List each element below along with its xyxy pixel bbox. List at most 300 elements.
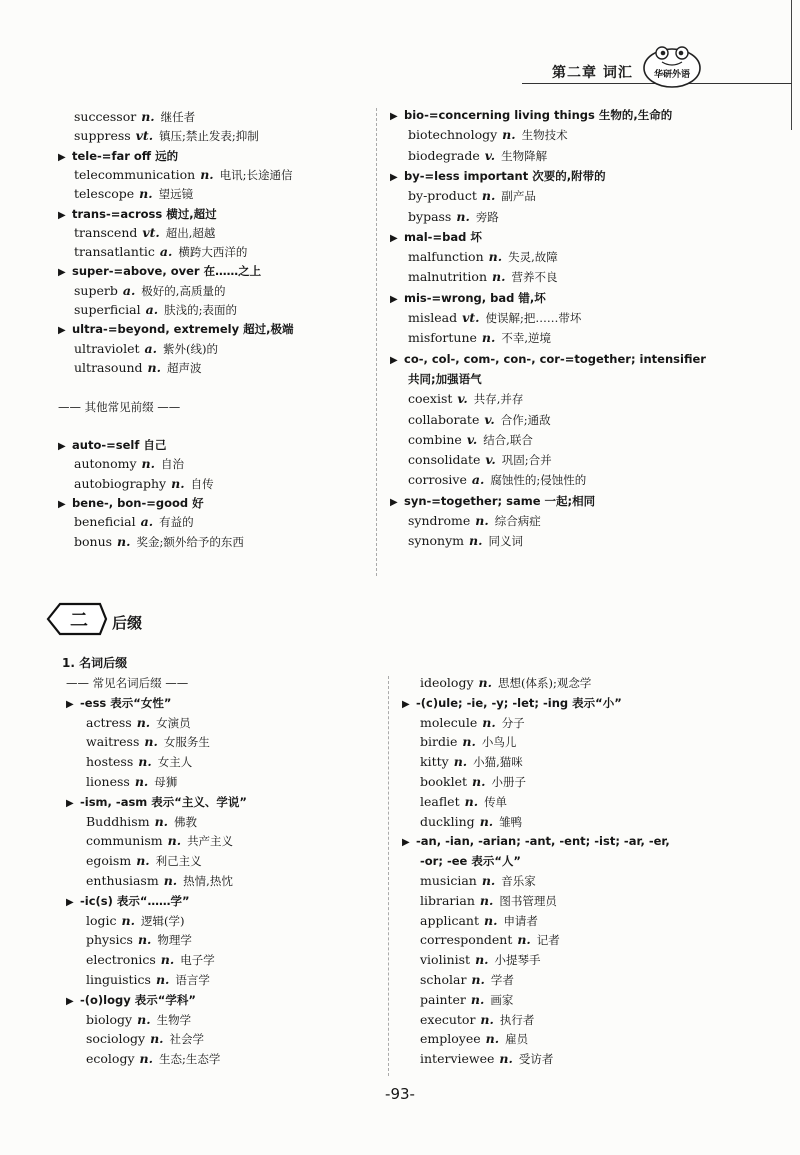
entry-meaning: 合作;通敌	[500, 412, 551, 427]
part-of-speech: n.	[453, 754, 468, 770]
heading-text: super-=above, over 在……之上	[72, 264, 262, 279]
entry-word: correspondent	[420, 932, 513, 948]
vocab-entry	[408, 329, 551, 347]
vocab-entry	[420, 773, 526, 791]
entry-word: electronics	[86, 952, 156, 968]
vocab-entry	[86, 714, 191, 732]
entry-meaning: 热情,热忱	[183, 874, 233, 888]
entry-word: leaflet	[420, 793, 460, 809]
entry-meaning: 镇压;禁止发表;抑制	[159, 129, 259, 144]
vocab-entry	[86, 971, 210, 989]
heading-text: mal-=bad 坏	[404, 229, 482, 244]
entry-meaning: 超出,超越	[165, 225, 216, 240]
entry-word: combine	[408, 431, 462, 447]
entry-word: violinist	[420, 952, 471, 968]
entry-word: linguistics	[86, 972, 151, 987]
vocab-entry	[420, 991, 513, 1009]
vocab-entry	[74, 475, 214, 493]
triangle-bullet-icon: ▶	[66, 995, 74, 1007]
vocab-entry	[420, 733, 516, 751]
part-of-speech: vt.	[462, 310, 480, 325]
part-of-speech: n.	[144, 734, 158, 750]
entry-word: librarian	[420, 892, 475, 908]
part-of-speech: n.	[155, 972, 170, 987]
prefix-heading	[58, 436, 166, 456]
entry-meaning: 生物技术	[521, 128, 568, 143]
entry-meaning: 逻辑(学)	[140, 913, 185, 928]
part-of-speech: n.	[147, 359, 161, 375]
entry-word: biotechnology	[408, 127, 498, 143]
entry-word: superficial	[74, 302, 141, 317]
vocab-entry	[408, 411, 551, 429]
group-caption: —— 其他常见前缀 ——	[58, 399, 181, 414]
prefix-heading	[58, 205, 217, 225]
entry-meaning: 巩固;合并	[501, 453, 552, 468]
entry-word: employee	[420, 1031, 481, 1047]
vocab-entry	[420, 912, 538, 930]
part-of-speech: n.	[137, 932, 152, 948]
part-of-speech: n.	[141, 109, 155, 124]
entry-word: transatlantic	[74, 244, 155, 260]
heading-text: bio-=concerning living things 生物的,生命的	[404, 108, 673, 122]
part-of-speech: a.	[144, 340, 157, 356]
part-of-speech: n.	[117, 533, 131, 549]
entry-meaning: 自传	[190, 476, 214, 491]
heading-text: auto-=self 自己	[72, 438, 167, 453]
prefix-heading	[66, 892, 190, 912]
entry-word: applicant	[420, 912, 479, 928]
entry-meaning: 佛教	[174, 814, 198, 829]
vocab-entry	[408, 390, 523, 408]
entry-word: Buddhism	[86, 813, 150, 829]
heading-text: -or; -ee 表示“人”	[420, 854, 521, 869]
vocab-entry	[86, 912, 184, 930]
entry-meaning: 传单	[484, 794, 508, 809]
part-of-speech: n.	[470, 991, 485, 1007]
part-of-speech: n.	[492, 269, 506, 285]
part-of-speech: n.	[160, 952, 175, 968]
vocab-entry	[420, 1030, 528, 1048]
part-of-speech: n.	[121, 912, 135, 928]
prefix-heading	[66, 793, 247, 813]
entry-meaning: 母狮	[154, 775, 178, 789]
entry-meaning: 学者	[490, 973, 514, 987]
vocab-entry	[74, 185, 193, 203]
entry-word: painter	[420, 991, 466, 1007]
entry-meaning: 使误解;把……带坏	[485, 311, 582, 325]
vocab-entry	[86, 1030, 204, 1048]
entry-meaning: 小提琴手	[494, 953, 541, 968]
vocab-entry	[86, 951, 215, 969]
part-of-speech: n.	[456, 208, 470, 224]
entry-meaning: 望远镜	[158, 187, 194, 202]
entry-word: syndrome	[408, 513, 471, 528]
entry-word: interviewee	[420, 1051, 495, 1067]
group-caption: —— 常见名词后缀 ——	[66, 676, 189, 690]
part-of-speech: n.	[136, 714, 151, 730]
part-of-speech: v.	[457, 391, 468, 407]
heading-text: -ess 表示“女性”	[80, 695, 172, 710]
page-header	[0, 40, 800, 90]
vocab-entry	[420, 753, 523, 771]
entry-word: biology	[86, 1011, 133, 1027]
entry-meaning: 雇员	[505, 1032, 529, 1047]
part-of-speech: n.	[137, 1011, 151, 1027]
part-of-speech: n.	[163, 873, 178, 888]
triangle-bullet-icon: ▶	[58, 441, 66, 453]
vocab-entry	[408, 248, 558, 266]
part-of-speech: vt.	[142, 224, 160, 240]
entry-word: transcend	[74, 224, 138, 240]
chapter-title: 第二章 词汇	[552, 65, 633, 81]
part-of-speech: n.	[481, 873, 496, 888]
part-of-speech: n.	[469, 533, 483, 549]
entry-meaning: 共产主义	[187, 834, 234, 849]
part-of-speech: n.	[475, 513, 489, 528]
entry-meaning: 同义词	[488, 534, 523, 549]
entry-word: booklet	[420, 774, 468, 789]
entry-word: by-product	[408, 188, 477, 204]
part-of-speech: n.	[472, 774, 486, 789]
vocab-entry	[86, 773, 177, 791]
vocab-entry	[408, 431, 533, 449]
vocab-entry	[86, 813, 197, 831]
part-of-speech: a.	[145, 302, 159, 317]
vocab-entry	[74, 533, 244, 551]
vocab-entry	[420, 1050, 553, 1068]
entry-word: synonym	[408, 533, 465, 549]
part-of-speech: v.	[466, 431, 478, 447]
triangle-bullet-icon: ▶	[58, 325, 66, 337]
heading-text: syn-=together; same 一起;相同	[404, 493, 596, 508]
vocab-entry	[86, 852, 202, 870]
entry-word: sociology	[86, 1031, 146, 1047]
vocab-entry	[420, 813, 522, 831]
vocab-entry	[408, 147, 547, 165]
section-label: 后缀	[112, 614, 143, 632]
part-of-speech: n.	[154, 813, 169, 829]
part-of-speech: n.	[150, 1031, 164, 1047]
vocab-entry	[420, 793, 507, 811]
triangle-bullet-icon: ▶	[66, 896, 74, 908]
triangle-bullet-icon: ▶	[402, 837, 410, 849]
vocab-entry	[74, 359, 202, 377]
part-of-speech: n.	[200, 166, 214, 182]
entry-meaning: 不幸,逆境	[501, 331, 552, 346]
vocab-entry	[86, 733, 210, 751]
svg-text:二: 二	[70, 610, 88, 631]
entry-meaning: 电讯;长途通信	[219, 167, 293, 182]
prefix-heading	[58, 262, 261, 282]
heading-text: ultra-=beyond, extremely 超过,极端	[72, 322, 294, 337]
entry-meaning: 继任者	[160, 110, 196, 124]
entry-word: telecommunication	[74, 166, 196, 182]
column-divider-bottom	[388, 676, 389, 1076]
entry-meaning: 生物降解	[501, 148, 548, 163]
entry-meaning: 综合病症	[494, 514, 541, 528]
entry-word: enthusiasm	[86, 873, 159, 888]
part-of-speech: n.	[481, 330, 496, 346]
vocab-entry	[74, 513, 194, 531]
heading-text: mis-=wrong, bad 错,坏	[404, 290, 546, 305]
prefix-heading	[390, 289, 546, 309]
part-of-speech: n.	[483, 912, 498, 928]
heading-text: -(o)logy 表示“学科”	[80, 992, 196, 1007]
part-of-speech: n.	[471, 972, 485, 987]
entry-word: duckling	[420, 813, 475, 829]
entry-word: superb	[74, 282, 118, 298]
entry-meaning: 旁路	[475, 209, 499, 224]
entry-word: collaborate	[408, 411, 480, 427]
prefix-heading	[402, 694, 622, 714]
part-of-speech: n.	[478, 675, 492, 690]
subsection-title: 1. 名词后缀	[62, 656, 128, 670]
entry-word: hostess	[86, 754, 134, 770]
entry-meaning: 极好的,高质量的	[141, 283, 226, 298]
heading-text: -ic(s) 表示“……学”	[80, 893, 190, 908]
vocab-entry	[408, 309, 581, 327]
entry-meaning: 奖金;额外给予的东西	[136, 534, 244, 549]
entry-meaning: 小册子	[491, 775, 526, 789]
entry-word: coexist	[408, 391, 453, 407]
entry-word: executor	[420, 1011, 476, 1027]
entry-word: molecule	[420, 714, 478, 730]
heading-text: by-=less important 次要的,附带的	[404, 168, 606, 183]
heading-text: -an, -ian, -arian; -ant, -ent; -ist; -ar, -er,	[416, 834, 670, 849]
triangle-bullet-icon: ▶	[390, 354, 398, 366]
entry-word: ultrasound	[74, 359, 143, 375]
entry-meaning: 超声波	[167, 360, 202, 375]
vocab-entry	[86, 1011, 191, 1029]
part-of-speech: n.	[485, 1031, 500, 1047]
entry-word: kitty	[420, 754, 449, 770]
part-of-speech: a.	[471, 472, 485, 488]
entry-meaning: 思想(体系);观念学	[497, 676, 592, 690]
entry-meaning: 雏鸭	[499, 814, 523, 829]
entry-word: egoism	[86, 853, 132, 869]
prefix-heading	[390, 106, 672, 126]
prefix-heading	[66, 991, 196, 1011]
prefix-heading	[58, 147, 178, 167]
prefix-heading	[402, 832, 670, 852]
part-of-speech: n.	[479, 892, 494, 908]
triangle-bullet-icon: ▶	[58, 209, 66, 221]
entry-meaning: 利己主义	[155, 854, 202, 869]
part-of-speech: v.	[484, 411, 495, 427]
entry-word: misfortune	[408, 330, 477, 346]
entry-word: consolidate	[408, 452, 481, 468]
vocab-entry	[408, 532, 523, 550]
triangle-bullet-icon: ▶	[390, 496, 398, 508]
part-of-speech: n.	[138, 754, 152, 770]
part-of-speech: a.	[159, 244, 173, 260]
svg-text:华研外语: 华研外语	[653, 70, 691, 80]
entry-word: telescope	[74, 186, 135, 202]
vocab-entry	[74, 224, 215, 242]
entry-meaning: 结合,联合	[483, 432, 533, 447]
part-of-speech: n.	[167, 833, 182, 849]
entry-meaning: 受访者	[518, 1052, 554, 1067]
vocab-entry	[420, 951, 541, 969]
entry-meaning: 小猫,猫咪	[473, 755, 523, 770]
publisher-logo	[640, 40, 704, 90]
part-of-speech: n.	[139, 1051, 153, 1067]
vocab-entry	[74, 127, 259, 145]
entry-word: waitress	[86, 734, 140, 750]
entry-meaning: 画家	[490, 992, 514, 1007]
frog-logo-icon	[640, 40, 704, 90]
triangle-bullet-icon: ▶	[390, 111, 398, 122]
entry-word: scholar	[420, 972, 467, 987]
entry-meaning: 物理学	[157, 933, 192, 948]
part-of-speech: n.	[479, 813, 494, 829]
part-of-speech: n.	[139, 186, 153, 202]
part-of-speech: v.	[484, 147, 496, 163]
entry-word: actress	[86, 714, 132, 730]
part-of-speech: n.	[488, 249, 503, 265]
entry-word: malnutrition	[408, 269, 487, 285]
entry-word: bypass	[408, 208, 452, 224]
entry-meaning: 共存,并存	[473, 392, 524, 407]
page-number: -93-	[385, 1085, 415, 1103]
vocab-entry	[408, 126, 568, 144]
entry-word: communism	[86, 833, 163, 849]
entry-meaning: 副产品	[501, 189, 536, 204]
part-of-speech: a.	[122, 282, 136, 298]
prefix-heading	[390, 350, 706, 370]
entry-meaning: 社会学	[169, 1032, 205, 1047]
entry-meaning: 记者	[536, 933, 560, 948]
heading-text: tele-=far off 远的	[72, 148, 179, 163]
heading-text: -(c)ule; -ie, -y; -let; -ing 表示“小”	[416, 695, 622, 710]
triangle-bullet-icon: ▶	[66, 698, 74, 710]
vocab-entry	[74, 301, 237, 319]
section-badge-icon	[44, 600, 110, 638]
prefix-heading	[58, 494, 204, 514]
part-of-speech: n.	[480, 1011, 494, 1027]
entry-word: ecology	[86, 1051, 135, 1067]
vocab-entry	[408, 187, 536, 205]
part-of-speech: n.	[475, 952, 489, 968]
entry-word: beneficial	[74, 514, 136, 530]
vocab-entry	[408, 268, 557, 286]
part-of-speech: n.	[502, 127, 516, 143]
vocab-entry	[74, 108, 195, 126]
heading-text: 共同;加强语气	[408, 371, 482, 386]
entry-meaning: 女主人	[157, 755, 193, 770]
column-divider-top	[376, 108, 377, 576]
triangle-bullet-icon: ▶	[58, 151, 66, 163]
entry-word: logic	[86, 912, 117, 928]
part-of-speech: n.	[462, 734, 476, 750]
entry-word: corrosive	[408, 472, 467, 488]
vocab-entry	[408, 512, 541, 530]
heading-text: trans-=across 横过,超过	[72, 206, 217, 221]
entry-meaning: 自治	[161, 457, 184, 472]
part-of-speech: n.	[171, 475, 185, 491]
vocab-entry	[420, 1011, 534, 1029]
triangle-bullet-icon: ▶	[58, 267, 66, 279]
entry-meaning: 语言学	[175, 973, 210, 987]
vocab-entry	[420, 892, 557, 910]
entry-meaning: 营养不良	[511, 270, 558, 285]
prefix-heading	[66, 694, 171, 714]
vocab-entry	[420, 971, 514, 989]
part-of-speech: n.	[141, 456, 155, 472]
entry-word: biodegrade	[408, 147, 480, 163]
triangle-bullet-icon: ▶	[66, 797, 74, 809]
triangle-bullet-icon: ▶	[390, 293, 398, 305]
entry-word: musician	[420, 873, 477, 888]
part-of-speech: n.	[482, 714, 496, 730]
entry-meaning: 女演员	[156, 715, 191, 730]
part-of-speech: v.	[485, 452, 496, 468]
entry-meaning: 肤浅的;表面的	[164, 303, 237, 317]
entry-word: physics	[86, 932, 133, 948]
triangle-bullet-icon: ▶	[58, 499, 66, 510]
vocab-entry	[74, 455, 184, 473]
entry-meaning: 音乐家	[501, 874, 536, 888]
entry-word: mislead	[408, 310, 458, 325]
part-of-speech: n.	[517, 932, 531, 948]
entry-meaning: 分子	[501, 715, 525, 730]
heading-continuation	[408, 370, 482, 388]
heading-text: bene-, bon-=good 好	[72, 496, 204, 510]
vocab-entry	[86, 1050, 220, 1068]
entry-meaning: 横跨大西洋的	[178, 245, 248, 260]
entry-meaning: 图书管理员	[499, 893, 557, 908]
vocab-entry	[408, 471, 586, 489]
entry-meaning: 电子学	[180, 953, 215, 968]
part-of-speech: n.	[499, 1051, 513, 1067]
vocab-entry	[86, 753, 192, 771]
entry-word: malfunction	[408, 249, 484, 265]
vocab-entry	[420, 674, 591, 692]
entry-meaning: 执行者	[499, 1012, 535, 1027]
part-of-speech: a.	[140, 514, 154, 530]
vocab-entry	[408, 451, 552, 469]
triangle-bullet-icon: ▶	[390, 171, 398, 183]
entry-meaning: 生物学	[156, 1012, 192, 1027]
prefix-heading	[390, 167, 606, 187]
entry-meaning: 申请者	[503, 913, 538, 928]
vocab-entry	[420, 714, 525, 732]
entry-word: ideology	[420, 675, 474, 690]
vocab-entry	[86, 931, 192, 949]
entry-word: autonomy	[74, 456, 137, 472]
entry-meaning: 有益的	[159, 515, 194, 530]
triangle-bullet-icon: ▶	[390, 232, 398, 244]
entry-word: bonus	[74, 533, 113, 549]
vocab-entry	[74, 282, 225, 300]
entry-word: ultraviolet	[74, 340, 140, 356]
prefix-heading	[58, 320, 293, 340]
entry-meaning: 失灵,故障	[508, 250, 558, 265]
vocab-entry	[408, 208, 499, 226]
triangle-bullet-icon: ▶	[402, 698, 410, 710]
vocab-entry	[74, 340, 218, 358]
heading-continuation	[420, 852, 521, 870]
part-of-speech: n.	[136, 853, 150, 869]
entry-word: successor	[74, 109, 137, 124]
entry-meaning: 女服务生	[163, 735, 210, 750]
entry-word: birdie	[420, 734, 458, 750]
heading-text: -ism, -asm 表示“主义、学说”	[80, 794, 247, 809]
prefix-heading	[390, 228, 482, 248]
heading-text: co-, col-, com-, con-, cor-=together; intensifier	[404, 351, 706, 366]
entry-word: autobiography	[74, 475, 167, 491]
prefix-heading	[390, 492, 595, 512]
